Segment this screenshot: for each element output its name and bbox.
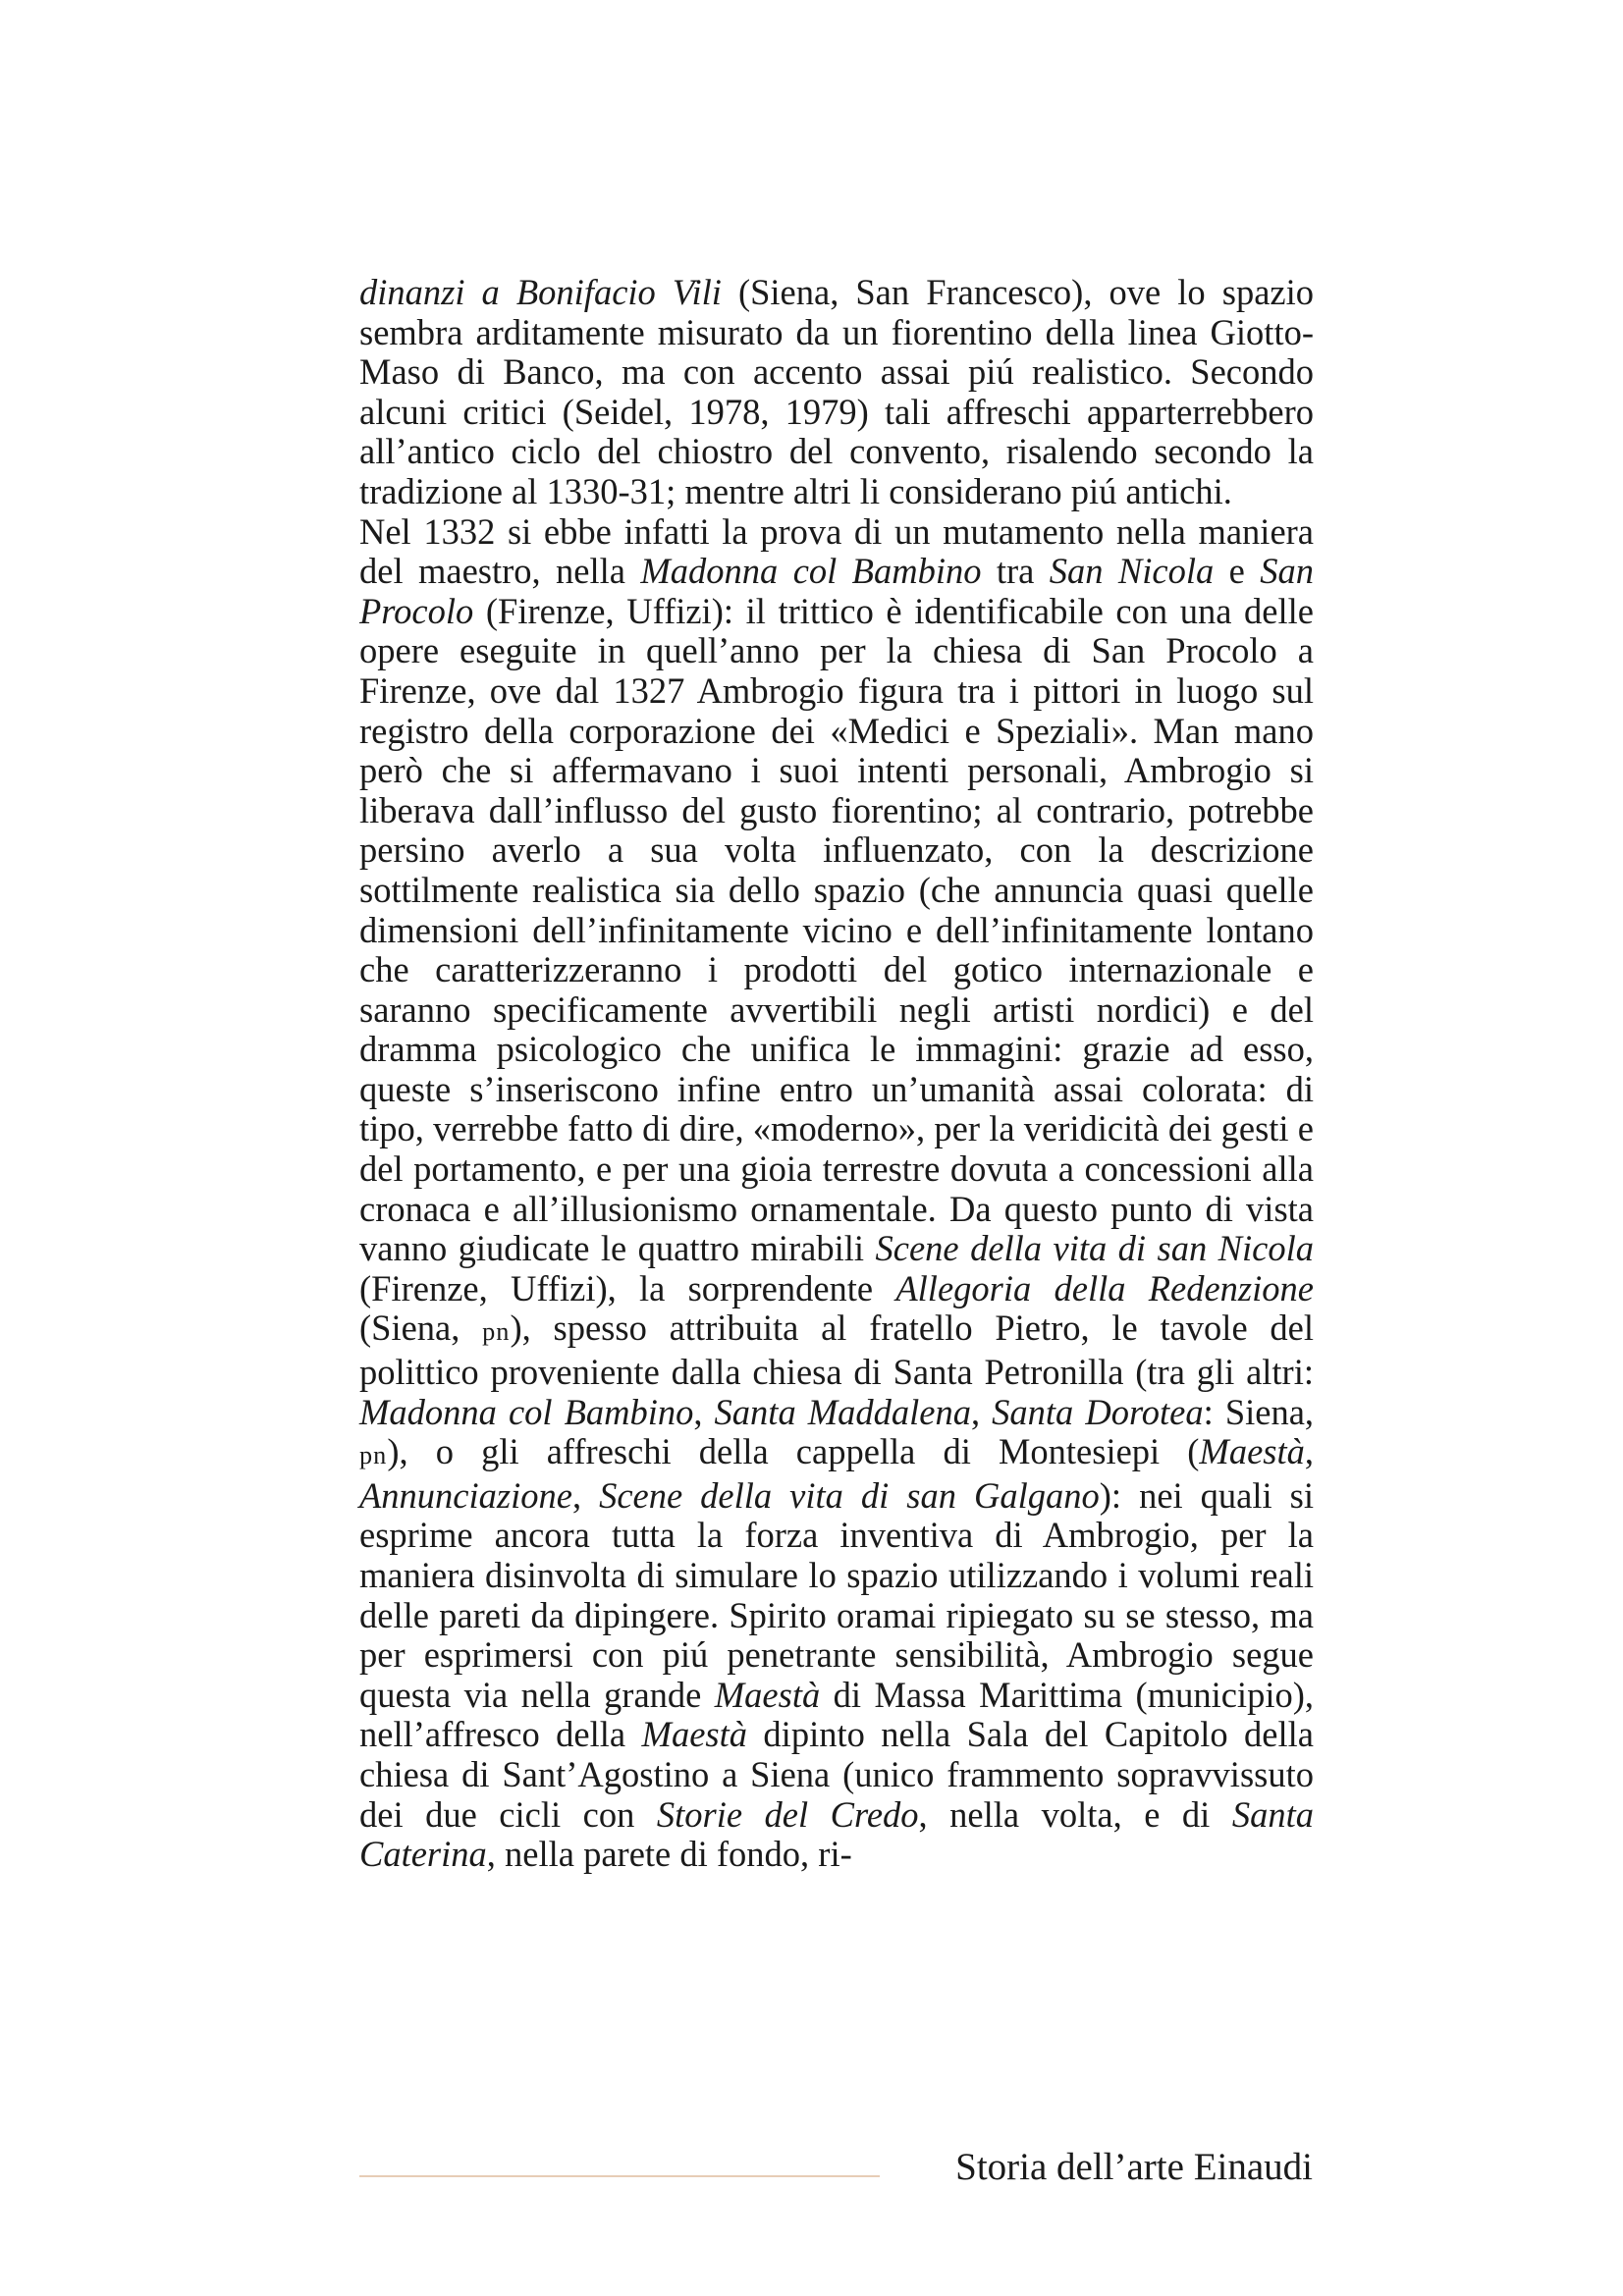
italic-title-run: Allegoria della Redenzione [895, 1267, 1314, 1308]
italic-title-run: Maestà [1199, 1431, 1305, 1472]
italic-title-run: Madonna col Bambino [640, 551, 982, 592]
italic-title-run: San Procolo [359, 551, 1315, 631]
text-run: di Massa Marittima (municipio), nell’affresco della [359, 1674, 1314, 1755]
italic-title-run: dinanzi a Bonifacio Vili [359, 272, 722, 312]
italic-title-run: Santa Dorotea [992, 1391, 1204, 1432]
text-run: , nella volta, e di [918, 1793, 1232, 1835]
text-run: e [1214, 551, 1261, 592]
italic-title-run: Scene della vita di san Galgano [599, 1474, 1100, 1516]
text-run: , nella parete di fondo, ri- [486, 1834, 852, 1875]
text-run: (Firenze, Uffizi): il trittico è identificabile con una delle opere eseguite in quell’anno per la chiesa di San Procolo a Firenze, ove dal 1327 Ambrogio figura tra i pittori in luogo sul registro della corporazione dei «Medici e Speziali». Man mano però che si affermavano i suoi intenti personali, Ambrogio si liberava dall’influsso del gusto fiorentino; al contrario, potrebbe persino averlo a sua volta influenzato, con la descrizione sottilmente realistica sia dello spazio (che annuncia quasi quelle dimensioni dell’infinitamente vicino e dell’infinitamente lontano che caratterizzeranno i prodotti del gotico internazionale e saranno specificamente avvertibili negli artisti nordici) e del dramma psicologico che unifica le immagini: grazie ad esso, queste s’inseriscono infine entro un’umanità assai colorata: di tipo, verrebbe fatto di dire, «moderno», per la veridicità dei gesti e del portamento, e per una gioia terrestre dovuta a concessioni alla cronaca e all’illusionismo ornamentale. Da questo punto di vista vanno giudicate le quattro mirabili [359, 590, 1314, 1269]
italic-title-run: Annunciazione [359, 1474, 572, 1516]
text-run: , [970, 1391, 993, 1432]
text-run: (Siena, San Francesco), ove lo spazio sembra arditamente misurato da un fiorentino della linea Giotto-Maso di Banco, ma con accento assai piú realistico. Secondo alcuni critici (Seidel, 1978, 1979) tali affreschi apparterrebbero all’antico ciclo del chiostro del convento, risalendo secondo la tradizione al 1330-31; mentre altri li considerano piú antichi. [359, 272, 1314, 511]
italic-title-run: Madonna col Bambino [359, 1391, 694, 1432]
body-text [359, 273, 1314, 1875]
text-run: ), spesso attribuita al fratello Pietro, le tavole del polittico proveniente dalla chiesa di Santa Petronilla (tra gli altri: [359, 1308, 1314, 1393]
text-run: dipinto nella Sala del Capitolo della chiesa di Sant’Agostino a Siena (unico frammento sopravvissuto dei due cicli con [359, 1714, 1314, 1835]
abbreviation-run: pn [482, 1317, 511, 1347]
italic-title-run: Maestà [714, 1674, 821, 1715]
text-run: , [693, 1391, 715, 1432]
paragraph [359, 512, 1314, 1875]
text-run: (Siena, [359, 1308, 483, 1349]
italic-title-run: Storie del Credo [656, 1793, 919, 1835]
paragraph [359, 273, 1314, 512]
text-run: , [1304, 1431, 1314, 1472]
italic-title-run: Maestà [641, 1714, 747, 1755]
text-run: tra [981, 551, 1050, 592]
italic-title-run: San Nicola [1049, 551, 1215, 592]
abbreviation-run: pn [359, 1441, 388, 1470]
footer-rule [359, 2175, 880, 2177]
text-run: ): nei quali si esprime ancora tutta la forza inventiva di Ambrogio, per la maniera disinvolta di simulare lo spazio utilizzando i volumi reali delle pareti da dipingere. Spirito oramai ripiegato su se stesso, ma per esprimersi con piú penetrante sensibilità, Ambrogio segue questa via nella grande [359, 1474, 1314, 1715]
footer-title: Storia dell’arte Einaudi [955, 2146, 1313, 2188]
text-run: : Siena, [1203, 1391, 1315, 1432]
italic-title-run: Santa Caterina [359, 1793, 1314, 1875]
italic-title-run: Santa Maddalena [714, 1391, 971, 1432]
text-run: (Firenze, Uffizi), la sorprendente [359, 1267, 896, 1308]
text-run: Nel 1332 si ebbe infatti la prova di un mutamento nella maniera del maestro, nella [359, 510, 1314, 592]
italic-title-run: Scene della vita di san Nicola [875, 1228, 1314, 1269]
text-run: ), o gli affreschi della cappella di Montesiepi ( [387, 1431, 1200, 1472]
text-run: , [571, 1474, 600, 1516]
